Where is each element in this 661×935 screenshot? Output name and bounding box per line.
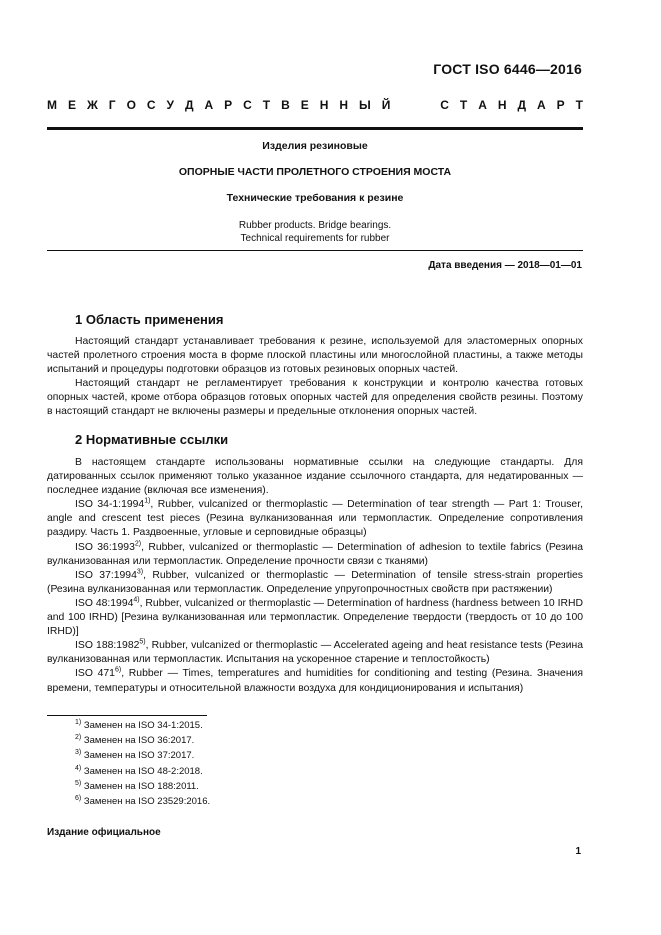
heading-letter: А — [204, 98, 214, 112]
interstate-standard-heading — [47, 98, 583, 112]
reference-text: , Rubber, vulcanized or thermoplastic — Accelerated ageing and heat resistance tests (Резина вулканизованная или термопластик. Испытания на ускоренное старение и теплостойкость) — [47, 640, 584, 666]
footnote-mark: 1) — [75, 718, 82, 726]
footnote-mark: 4) — [75, 764, 82, 772]
footnote-mark: 1) — [144, 497, 151, 505]
reference-item — [47, 498, 583, 540]
reference-text: , Rubber, vulcanized or thermoplastic — Determination of adhesion to textile fabrics (Резина вулканизованная или термопластик. Определение прочности связи с тканями) — [47, 541, 583, 567]
gost-code: ГОСТ ISO 6446—2016 — [433, 61, 582, 77]
heading-letter: С — [146, 98, 156, 112]
reference-text: , Rubber, vulcanized or thermoplastic — Determination of hardness (hardness between 10 IRHD and 100 IRHD) [Резина вулканизованная или термопластик. Определение твердости (твердость от 10 до 100 IRHD)] — [47, 597, 583, 638]
footnote-text: Заменен на ISO 48-2:2018. — [81, 765, 203, 777]
footnotes — [75, 718, 210, 809]
paragraph: Настоящий стандарт не регламентирует требования к конструкции и контролю качества готовых опорных частей, кроме отбора образцов готовых опорных частей для определения свойств резины. Поэтому в настоящий стандарт не включены размеры и предельные отклонения опорных частей. — [47, 378, 583, 418]
title-sub: Технические требования к резине — [226, 192, 404, 204]
footnote-mark: 3) — [75, 749, 82, 757]
heading-letter: Р — [224, 98, 233, 112]
official-edition-label: Издание официальное — [47, 827, 161, 838]
footnote-text: Заменен на ISO 37:2017. — [81, 750, 195, 762]
reference-item — [47, 569, 583, 597]
footnote-mark: 6) — [75, 794, 82, 802]
heading-letter: Т — [262, 98, 271, 112]
footnote — [75, 794, 210, 809]
heading-letter: Р — [556, 98, 565, 112]
reference-code: ISO 48:1994 — [75, 597, 134, 609]
footnote-text: Заменен на ISO 36:2017. — [81, 735, 195, 747]
reference-text: , Rubber, vulcanized or thermoplastic — Determination of tear strength — Part 1: Trouser, angle and crescent test pieces (Резина вулканизованная или термопластик. Определение сопротивления раздиру. Часть 1. Раздвоенные, угловые и серповидные образцы) — [47, 499, 583, 539]
footnote — [75, 733, 210, 748]
footnote-text: Заменен на ISO 23529:2016. — [81, 796, 211, 808]
reference-code: ISO 36:1993 — [75, 541, 135, 553]
heading-letter: М — [47, 98, 57, 112]
heading-letter: Т — [459, 98, 468, 112]
footnote-mark: 2) — [75, 734, 82, 742]
title-english — [47, 219, 583, 245]
heading-letter: Ы — [358, 98, 371, 112]
footnote-mark: 2) — [134, 540, 142, 548]
footnote — [75, 764, 210, 779]
footnote-mark: 6) — [114, 666, 122, 674]
heading-letter: Ж — [86, 98, 98, 112]
heading-letter: С — [243, 98, 252, 112]
heading-letter: Н — [319, 98, 329, 112]
heading-gap — [401, 98, 429, 112]
heading-letter: Г — [108, 98, 116, 112]
heading-letter: Е — [300, 98, 309, 112]
footnote-rule — [47, 715, 207, 716]
section-2-body — [47, 456, 583, 696]
heading-letter: А — [478, 98, 487, 112]
footnote — [75, 779, 210, 794]
heading-letter: А — [537, 98, 546, 112]
heading-letter: Н — [339, 98, 348, 112]
heading-letter: Н — [497, 98, 507, 112]
footnote-mark: 4) — [133, 596, 140, 604]
footnote — [75, 748, 210, 763]
introduction-date: Дата введения — 2018—01—01 — [428, 260, 582, 271]
header-rule — [47, 127, 583, 130]
section-1-heading: 1 Область применения — [75, 312, 224, 327]
reference-code: ISO 188:1982 — [75, 640, 140, 652]
heading-letter: У — [166, 98, 174, 112]
footnote-text: Заменен на ISO 34-1:2015. — [81, 720, 203, 731]
heading-letter: Д — [517, 98, 527, 112]
section-2-heading: 2 Нормативные ссылки — [75, 432, 229, 447]
paragraph: В настоящем стандарте использованы нормативные ссылки на следующие стандарты. Для датированных ссылок применяют только указанное издание ссылочного стандарта, для недатированных — последнее издание (включая все изменения). — [47, 457, 583, 497]
reference-code: ISO 471 — [75, 668, 115, 680]
heading-letter: В — [281, 98, 290, 112]
reference-item — [47, 667, 583, 695]
paragraph: Настоящий стандарт устанавливает требования к резине, используемой для эластомерных опорных частей пролетного строения моста в форме плоской пластины или многослойной пластины, а также методы испытаний и процедуры подготовки образцов из готовых резиновых опорных частей. — [47, 336, 583, 376]
title-main: ОПОРНЫЕ ЧАСТИ ПРОЛЕТНОГО СТРОЕНИЯ МОСТА — [178, 166, 452, 178]
reference-item — [47, 597, 583, 639]
reference-code: ISO 34-1:1994 — [75, 499, 145, 511]
heading-letter: Д — [184, 98, 194, 112]
footnote-text: Заменен на ISO 188:2011. — [81, 780, 199, 792]
footnote — [75, 718, 210, 733]
footnote-mark: 3) — [136, 568, 144, 576]
reference-item — [47, 639, 583, 667]
footnote-mark: 5) — [75, 779, 82, 787]
title-english-line: Rubber products. Bridge bearings. — [238, 220, 392, 231]
footnote-mark: 5) — [139, 638, 146, 646]
heading-letter: С — [440, 98, 449, 112]
page-number: 1 — [575, 846, 581, 857]
title-rule — [47, 250, 583, 251]
section-1-body — [47, 335, 583, 420]
reference-text: , Rubber — Times, temperatures and humidities for conditioning and testing (Резина. Значения времени, температуры и относительной влажности воздуха для кондиционирования и испытания) — [47, 668, 583, 694]
reference-item — [47, 541, 583, 569]
reference-code: ISO 37:1994 — [75, 569, 137, 581]
title-english-line: Technical requirements for rubber — [240, 233, 390, 244]
heading-letter: Е — [67, 98, 76, 112]
title-product: Изделия резиновые — [262, 140, 368, 152]
heading-letter: Й — [381, 98, 391, 112]
heading-letter: Т — [575, 98, 583, 112]
reference-text: , Rubber, vulcanized or thermoplastic — Determination of tensile stress-strain properties (Резина вулканизованная или термопластик. Определение упругопрочностных свойств при растяжении) — [47, 569, 583, 595]
heading-letter: О — [126, 98, 136, 112]
